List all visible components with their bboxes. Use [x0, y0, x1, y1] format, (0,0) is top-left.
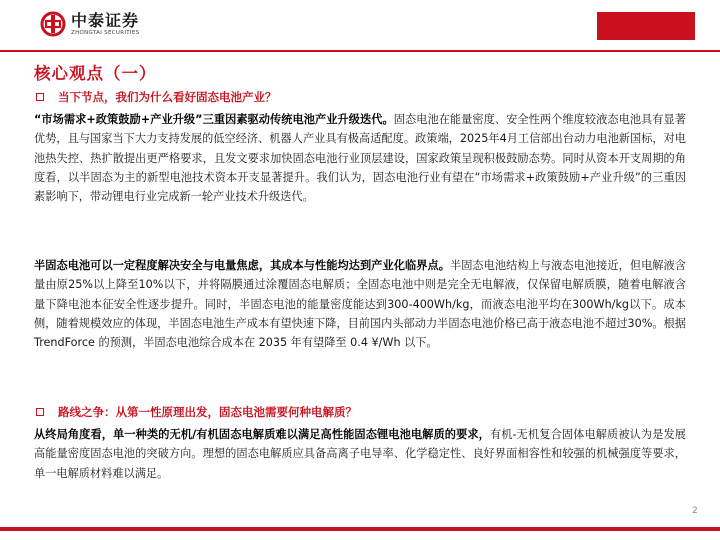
page-number: 2	[692, 506, 698, 516]
section-heading-2	[36, 404, 357, 420]
paragraph-lead: 半固态电池可以一定程度解决安全与电量焦虑，其成本与性能均达到产业化临界点。	[34, 259, 450, 272]
section-heading-1	[36, 89, 277, 105]
paragraph-body: 固态电池在能量密度、安全性两个维度较液态电池具有显著优势，且与国家当下大力支持发展的低空经济、机器人产业具有极高适配度。政策端，2025年4月工信部出台动力电池新国标，对电池热失控、热扩散提出更严格要求，且发文要求加快固态电池行业顶层建设，国家政策呈现积极鼓励态势。同时从资本开支周期的角度看，以半固态为主的新型电池技术资本开支显著提升。我们认为，固态电池行业有望在“市场需求+政策鼓励+产业升级”的三重因素影响下，带动锂电行业完成新一轮产业技术升级迭代。	[34, 113, 686, 204]
paragraph-1	[34, 110, 686, 206]
paragraph-lead: 从终局角度看，单一种类的无机/有机固态电解质难以满足高性能固态锂电池电解质的要求，	[34, 428, 490, 441]
paragraph-body: 半固态电池结构上与液态电池接近，但电解液含量由原25%以上降至10%以下，并将隔膜通过涂覆固态电解质；全固态电池中则是完全无电解液，仅保留电解质膜，随着电解液含量下降电池本征安全性逐步提升。同时，半固态电池的能量密度能达到300-400Wh/kg，而液态电池平均在300Wh/kg以下。成本侧，随着规模效应的体现，半固态电池生产成本有望快速下降，目前国内头部动力半固态电池价格已高于液态电池不超过30%。根据TrendForce 的预测，半固态电池综合成本在 2035 年有望降至 0.4 ¥/Wh 以下。	[34, 259, 686, 350]
slide-header	[0, 0, 720, 50]
header-divider	[0, 50, 720, 52]
header-accent-bar	[597, 12, 695, 40]
section-heading-text: 当下节点，我们为什么看好固态电池产业？	[58, 90, 277, 104]
company-logo	[40, 11, 139, 37]
paragraph-2	[34, 256, 686, 352]
logo-chinese-text: 中泰证券	[71, 10, 140, 30]
paragraph-lead: “市场需求+政策鼓励+产业升级”三重因素驱动传统电池产业升级迭代。	[34, 113, 394, 126]
paragraph-body: 有机-无机复合固体电解质被认为是发展高能量密度固态电池的突破方向。理想的固态电解质应具备高离子电导率、化学稳定性、良好界面相容性和较强的机械强度等要求，单一电解质材料难以满足。	[34, 428, 686, 480]
page-title: 核心观点（一）	[34, 64, 157, 83]
square-bullet-icon	[36, 93, 44, 101]
section-heading-text: 路线之争：从第一性原理出发，固态电池需要何种电解质？	[58, 405, 357, 419]
logo-english-text: ZHONGTAI SECURITIES	[71, 29, 140, 36]
square-bullet-icon	[36, 408, 44, 416]
zhongtai-logo-icon	[40, 11, 66, 37]
footer-divider	[0, 527, 720, 531]
paragraph-3	[34, 425, 686, 483]
